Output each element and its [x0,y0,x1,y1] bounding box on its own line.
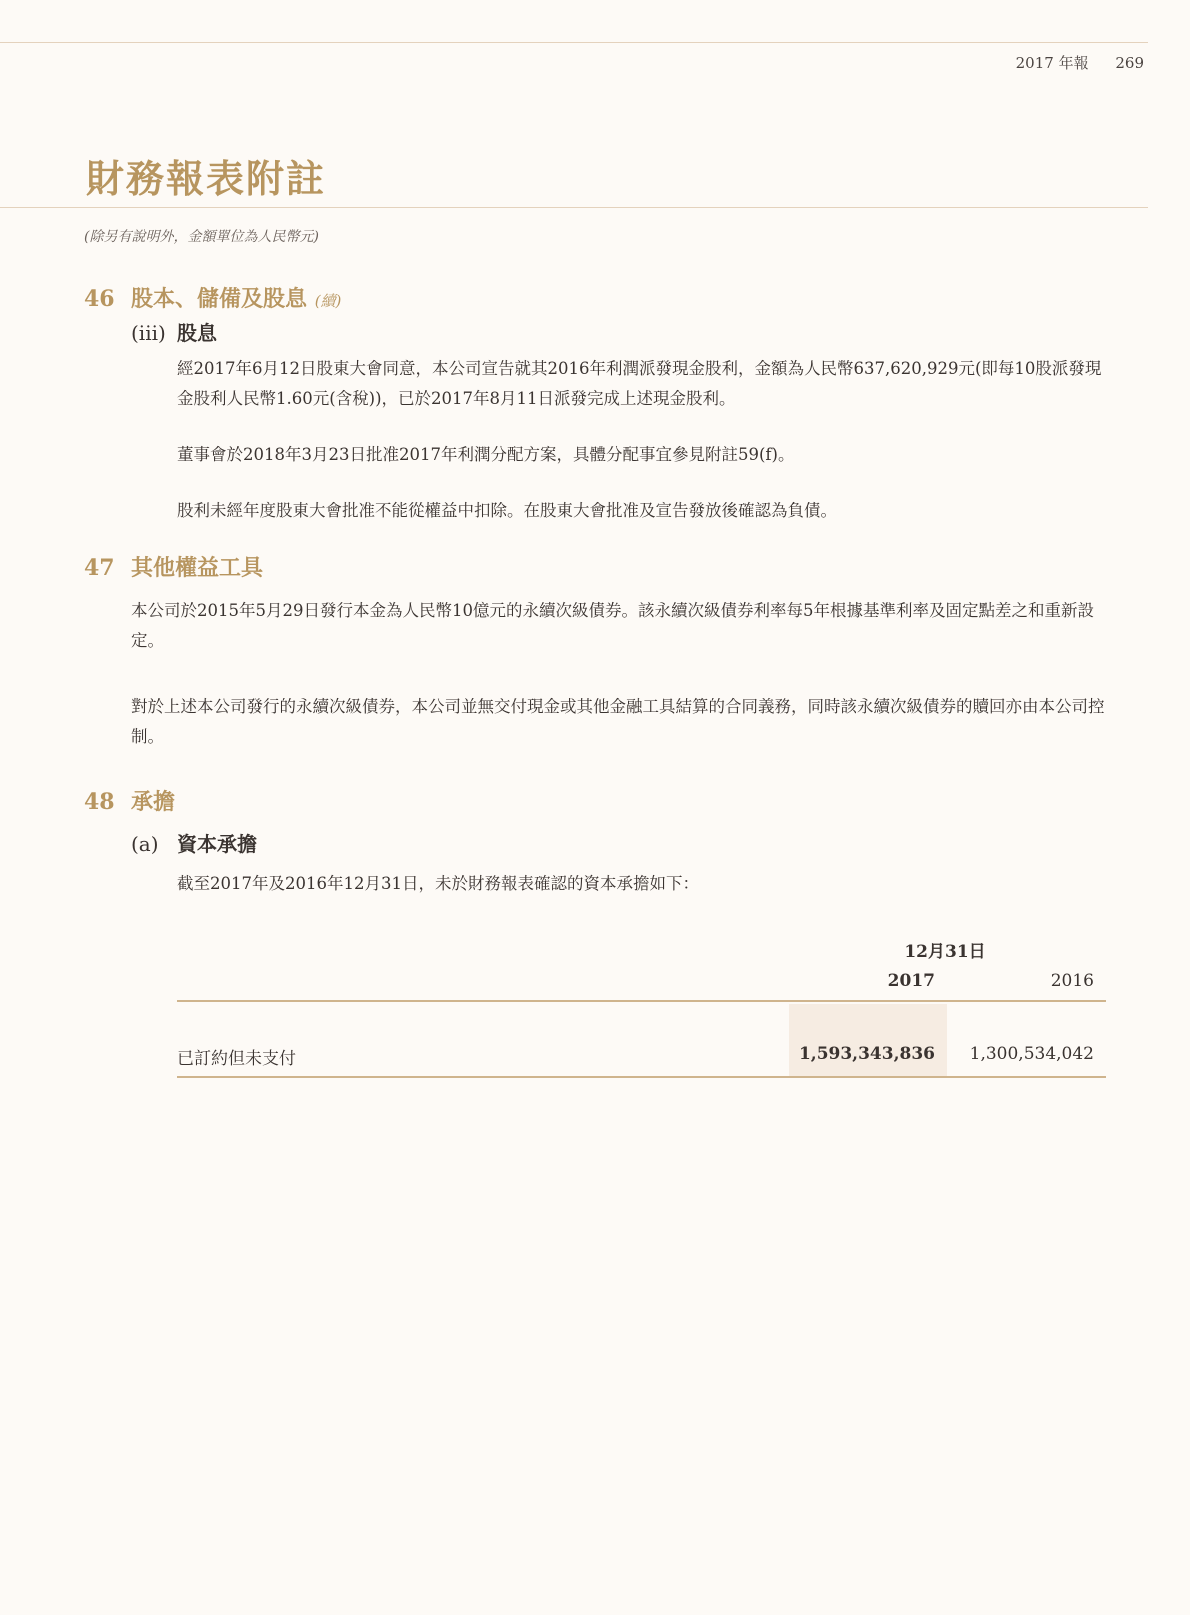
table-bottom-rule [177,1076,1106,1078]
section-47-heading [84,551,263,582]
commitments-intro: 截至2017年及2016年12月31日，未於財務報表確認的資本承擔如下： [177,874,699,893]
equity-paragraph-2: 對於上述本公司發行的永續次級債券，本公司並無交付現金或其他金融工具結算的合同義務，同時該永續次級債券的贖回亦由本公司控制。 [131,697,1105,746]
current-year-highlight [789,1004,947,1077]
section-48-heading [84,785,175,816]
top-rule [0,42,1148,43]
table-row-label: 已訂約但未支付 [177,1049,296,1069]
running-header [1016,52,1144,73]
table-date-header: 12月31日 [904,942,986,962]
subsection-a-heading [131,828,257,857]
value-2017: 1,593,343,836 [798,1044,935,1064]
subsection-number: (a) [131,832,159,856]
report-year: 2017 年報 [1015,54,1089,72]
section-46-heading [84,282,341,313]
section-title: 承擔 [131,789,176,815]
dividend-paragraph-2: 董事會於2018年3月23日批准2017年利潤分配方案，具體分配事宜參見附註59(f)。 [177,445,795,464]
section-number: 46 [84,286,115,312]
equity-paragraph-1: 本公司於2015年5月29日發行本金為人民幣10億元的永續次級債券。該永續次級債券利率每5年根據基準利率及固定點差之和重新設定。 [131,601,1094,650]
subsection-title: 資本承擔 [177,832,257,856]
subsection-number: (iii) [131,321,166,345]
year-header-2017: 2017 [887,971,935,991]
page-number: 269 [1115,54,1144,72]
section-number: 47 [84,555,115,581]
section-title: 股本、儲備及股息 [131,286,308,312]
continued-label: (續) [314,292,342,310]
table-header-rule [177,1000,1106,1002]
dividend-paragraph-3: 股利未經年度股東大會批准不能從權益中扣除。在股東大會批准及宣告發放後確認為負債。 [177,501,837,520]
section-title: 其他權益工具 [131,555,264,581]
year-header-2016: 2016 [1050,971,1094,991]
value-2016: 1,300,534,042 [969,1044,1094,1064]
page-title: 財務報表附註 [86,156,327,201]
dividend-paragraph-1: 經2017年6月12日股東大會同意，本公司宣告就其2016年利潤派發現金股利，金額為人民幣637,620,929元(即每10股派發現金股利人民幣1.60元(含稅))，已於2017年8月11日派發完成上述現金股利。 [177,359,1102,408]
section-number: 48 [84,789,115,815]
title-rule [0,207,1148,208]
unit-note: (除另有說明外，金額單位為人民幣元) [84,229,319,245]
subsection-iii-heading [131,317,217,346]
subsection-title: 股息 [177,321,217,345]
